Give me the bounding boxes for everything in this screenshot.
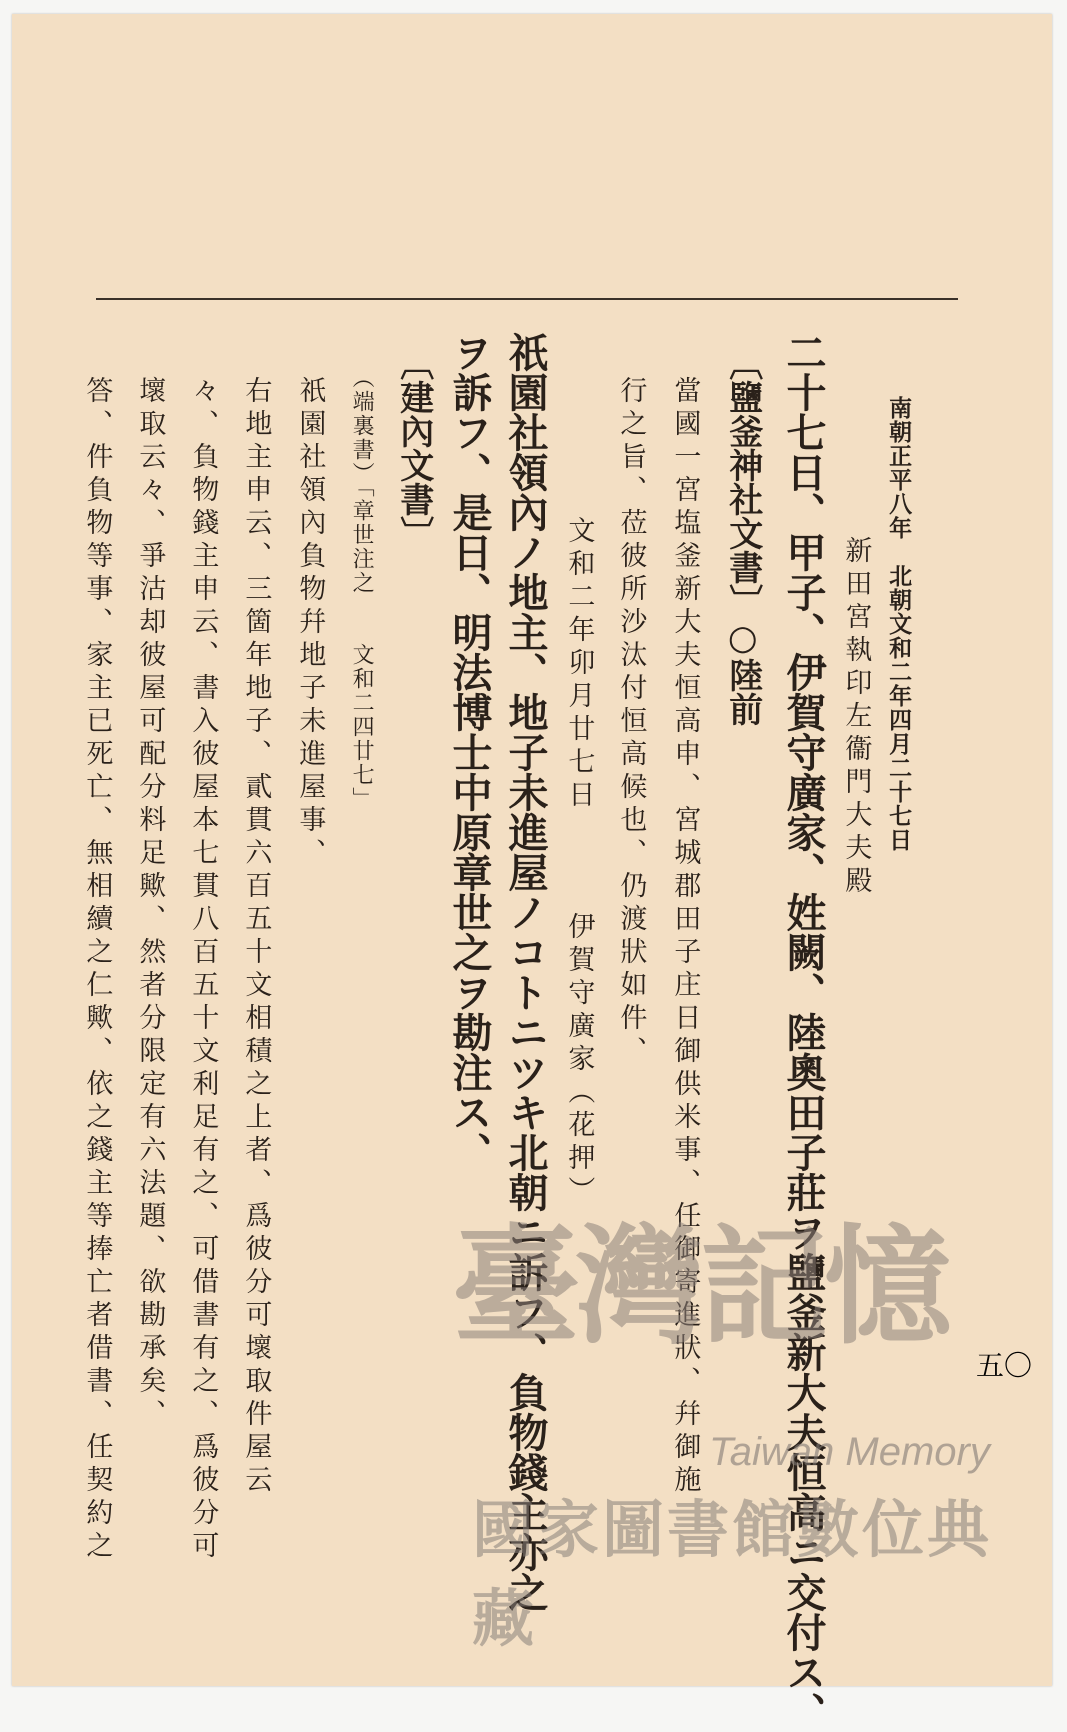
entry-heading: ヲ訴フ、是日、明法博士中原章世之ヲ勘注ス、 (446, 332, 493, 1172)
text-column: 行之旨、莅彼所沙汰付恒高候也、仍渡狀如件、 (615, 376, 647, 1069)
entry-heading: 祇園社領內ノ地主、地子未進屋ノコトニツキ北朝ニ訴フ、負物錢主亦之 (502, 332, 549, 1612)
page-number: 五〇 (976, 1349, 1033, 1382)
text-column: 々、負物錢主申云、書入彼屋本七貫八百五十文利足有之、可借書有之、爲彼分可 (187, 376, 219, 1564)
text-column: 答、件負物等事、家主已死亡、無相續之仁歟、依之錢主等捧亡者借書、任契約之 (81, 376, 113, 1564)
header-rule (96, 298, 958, 300)
watermark-english: Taiwan Memory (709, 1430, 990, 1474)
text-column: 壞取云々、爭沽却彼屋可配分料足歟、然者分限定有六法題、欲勘承矣、 (134, 376, 166, 1432)
text-column: 祇園社領內負物幷地子未進屋事、 (294, 376, 326, 871)
endorsement: （端裏書）「章世注之 文和二四廿七」 (349, 366, 375, 811)
entry-heading: 二十七日、甲子、伊賀守廣家、姓闕、陸奧田子莊ヲ鹽釜新大夫恒高ニ交付ス、 (780, 332, 827, 1732)
source-citation: 〔鹽釜神社文書〕○陸前 (722, 346, 763, 726)
text-column: 當國一宮塩釜新大夫恒高申、宮城郡田子庄日御供米事、任御寄進狀、幷御施 (669, 376, 701, 1498)
text-column: 右地主申云、三箇年地子、貳貫六百五十文相積之上者、爲彼分可壞取件屋云 (240, 376, 272, 1498)
running-title: 南朝正平八年 北朝文和二年四月二十七日 (885, 396, 913, 852)
source-citation: 〔建內文書〕 (393, 346, 434, 550)
watermark-logo: 臺灣記憶 (452, 1212, 949, 1362)
text-column: 新田宮執印左衞門大夫殿 (840, 536, 872, 899)
book-page (12, 14, 1052, 1732)
date-signature: 文和二年卯月廿七日 伊賀守廣家（花押） (563, 516, 595, 1209)
watermark-institution: 國家圖書館數位典藏 (472, 1496, 993, 1654)
